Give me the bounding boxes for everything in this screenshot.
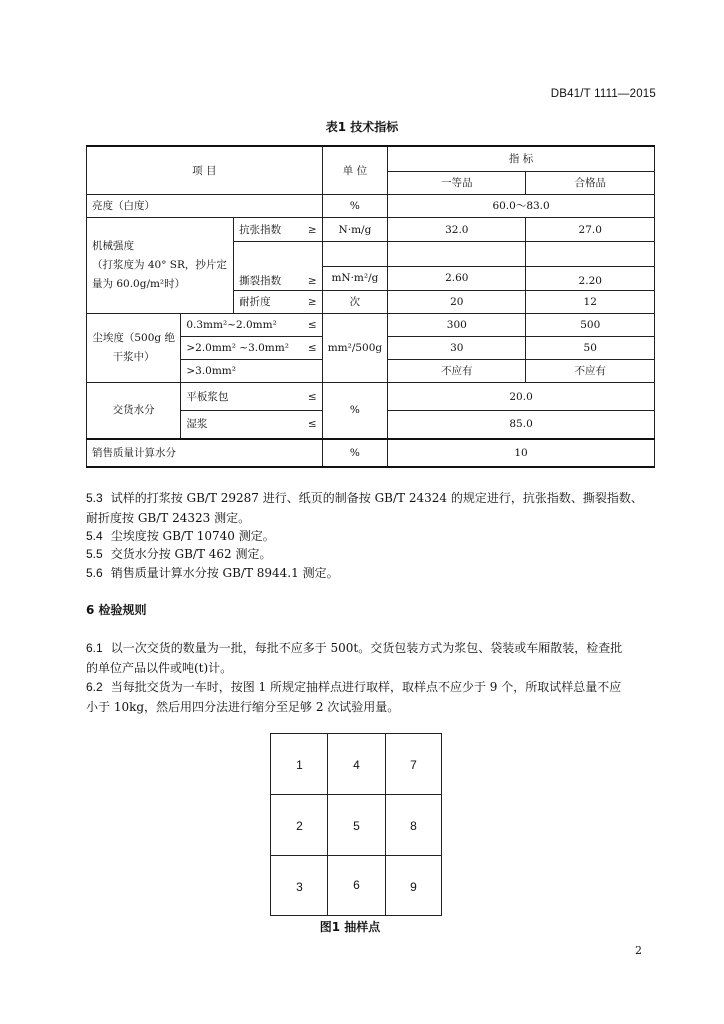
tear-op: ≥ — [307, 275, 317, 287]
spec-table — [86, 145, 655, 468]
tear-name-text: 撕裂指数 — [239, 275, 282, 287]
fold-unit: 次 — [322, 291, 387, 314]
dirt-v1-row2: 30 — [388, 337, 526, 360]
head-grade-2: 合格品 — [526, 172, 655, 195]
sampling-point: 1 — [296, 757, 303, 772]
strength-label-line2: （打浆度为 40° SR，抄片定 — [92, 259, 227, 271]
dirt-range-3: >3.0mm² — [181, 360, 322, 383]
dirt-range-2: >2.0mm² ~3.0mm² ≤ — [181, 337, 322, 360]
sales-moisture-unit: % — [322, 439, 387, 467]
blank-cell — [322, 242, 387, 267]
fold-name: 耐折度 ≥ — [234, 291, 323, 314]
dirt-v2-row2: 50 — [526, 337, 655, 360]
brightness-unit: % — [322, 195, 387, 218]
dirt-label-line1: 尘埃度（500g 绝 — [92, 332, 175, 344]
head-grade-1: 一等品 — [388, 172, 526, 195]
section-6-heading: 6 检验规则 — [86, 603, 147, 617]
page-number: 2 — [635, 944, 642, 957]
para-5-3: 5.3 试样的打浆按 GB/T 29287 进行、纸页的制备按 GB/T 24324 的规定进行，抗张指数、撕裂指数、 耐折度按 GB/T 24323 测定。 — [86, 491, 643, 525]
tear-v2: 2.20 — [526, 266, 655, 291]
sampling-point: 8 — [410, 818, 417, 833]
strength-label — [87, 218, 234, 314]
moisture-unit: % — [322, 383, 387, 439]
blank-cell — [388, 242, 526, 267]
sampling-point: 6 — [353, 877, 360, 892]
dirt-v1-row1: 300 — [388, 314, 526, 337]
tensile-name: 抗张指数 ≥ — [234, 218, 323, 242]
sales-moisture-value: 10 — [388, 439, 655, 467]
fold-v2: 12 — [526, 291, 655, 314]
moisture-wet-value: 85.0 — [388, 411, 655, 439]
tensile-v2: 27.0 — [526, 218, 655, 242]
strength-label-line3: 量为 60.0g/m²时） — [92, 278, 186, 290]
sampling-point: 4 — [353, 757, 360, 772]
para-5-5: 5.5 交货水分按 GB/T 462 测定。 — [86, 547, 272, 561]
head-item: 项 目 — [87, 146, 323, 195]
strength-label-line1: 机械强度 — [92, 240, 134, 252]
dirt-unit: mm²/500g — [322, 314, 387, 383]
moisture-flat-value: 20.0 — [388, 383, 655, 411]
head-unit: 单 位 — [322, 146, 387, 195]
standard-number: DB41/T 1111—2015 — [550, 88, 656, 100]
moisture-label: 交货水分 — [87, 383, 181, 439]
brightness-value: 60.0～83.0 — [388, 195, 655, 218]
tensile-v1: 32.0 — [388, 218, 526, 242]
para-5-4: 5.4 尘埃度按 GB/T 10740 测定。 — [86, 529, 275, 543]
dirt-label-line2: 干浆中） — [112, 351, 155, 363]
fold-v1: 20 — [388, 291, 526, 314]
moisture-wet-name: 湿浆 ≤ — [181, 411, 322, 439]
sampling-point: 2 — [296, 818, 303, 833]
sampling-point: 9 — [410, 879, 417, 894]
sampling-grid — [270, 733, 442, 916]
tensile-unit: N·m/g — [322, 218, 387, 242]
sampling-point: 3 — [296, 879, 303, 894]
blank-cell — [526, 242, 655, 267]
para-6-1: 6.1 以一次交货的数量为一批，每批不应多于 500t。交货包装方式为浆包、袋装或车厢散装，检查批 的单位产品以件或吨(t)计。 — [86, 641, 623, 675]
dirt-v2-row1: 500 — [526, 314, 655, 337]
para-6-2: 6.2 当每批交货为一车时，按图 1 所规定抽样点进行取样，取样点不应少于 9 个，所取试样总量不应 小于 10kg，然后用四分法进行缩分至足够 2 次试验用量。 — [86, 680, 622, 714]
tear-name — [234, 242, 323, 291]
para-5-6: 5.6 销售质量计算水分按 GB/T 8944.1 测定。 — [86, 566, 339, 580]
sampling-point: 5 — [353, 818, 360, 833]
moisture-flat-name: 平板浆包 ≤ — [181, 383, 322, 411]
dirt-v1-row3: 不应有 — [388, 360, 526, 383]
tear-unit: mN·m²/g — [322, 266, 387, 291]
table-caption: 表1 技术指标 — [325, 120, 399, 134]
figure-caption: 图1 抽样点 — [319, 920, 381, 934]
brightness-label: 亮度（白度） — [87, 195, 323, 218]
dirt-label — [87, 314, 181, 383]
dirt-v2-row3: 不应有 — [526, 360, 655, 383]
dirt-range-1: 0.3mm²~2.0mm² ≤ — [181, 314, 322, 337]
head-index: 指 标 — [388, 146, 655, 172]
sampling-point: 7 — [410, 757, 417, 772]
tear-v1: 2.60 — [388, 266, 526, 291]
sales-moisture-label: 销售质量计算水分 — [87, 439, 323, 467]
